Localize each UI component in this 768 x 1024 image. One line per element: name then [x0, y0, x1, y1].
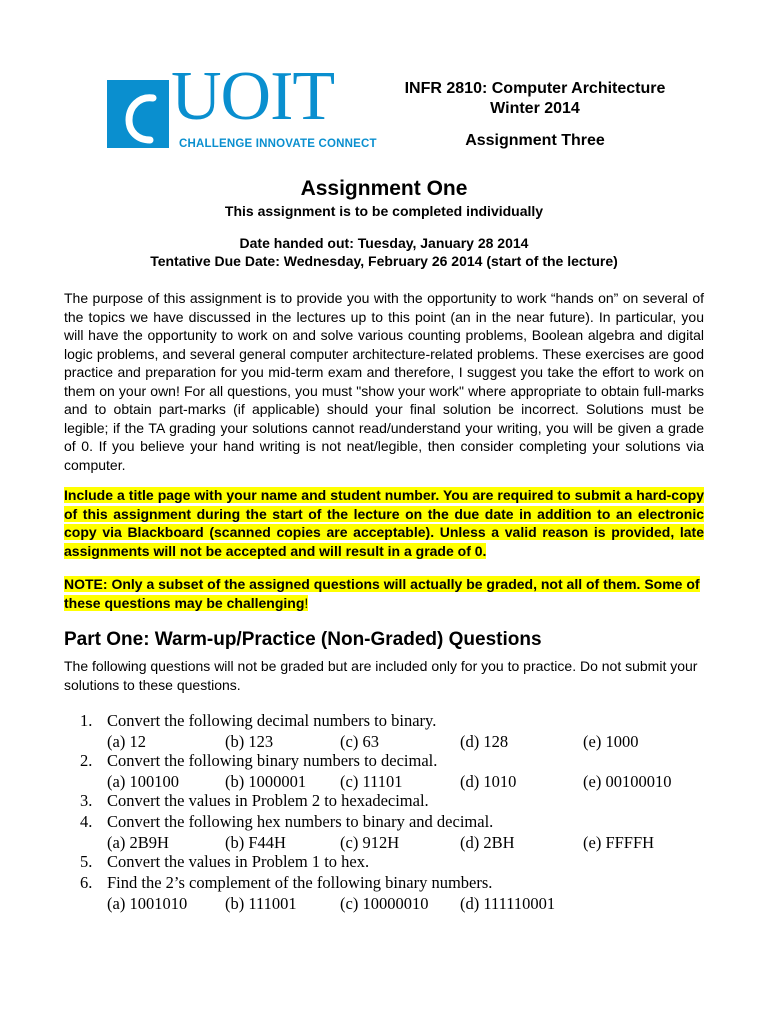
- question-number: 2.: [80, 751, 93, 770]
- date-handed-out: Date handed out: Tuesday, January 28 2014: [239, 235, 529, 251]
- option-e: (e) FFFFH: [583, 833, 655, 852]
- question-number: 4.: [80, 812, 93, 831]
- option-c: (c) 10000010: [340, 894, 429, 913]
- option-c: (c) 63: [340, 732, 379, 751]
- option-a: (a) 1001010: [107, 894, 188, 913]
- dates-block: [0, 234, 768, 270]
- option-e: (e) 1000: [583, 732, 639, 751]
- instructions-highlight: Include a title page with your name and student number. You are required to submit a hard-copy of this assignment during the start of the lecture on the due date in addition to an electronic copy via Blackboard (scanned copies are acceptable). Unless a valid reason is provided, late assignments will not be accepted and will result in a grade of 0.: [64, 487, 704, 559]
- uoit-shield-icon: [107, 80, 169, 148]
- assignment-label: Assignment Three: [465, 132, 605, 149]
- submission-instructions: [64, 486, 704, 560]
- question-2: [80, 751, 720, 772]
- question-4: [80, 812, 720, 833]
- document-title: Assignment One: [300, 177, 468, 200]
- question-1: [80, 711, 720, 732]
- option-c: (c) 11101: [340, 772, 403, 791]
- question-4-options: [80, 833, 720, 852]
- option-b: (b) 111001: [225, 894, 297, 913]
- option-d: (d) 2BH: [460, 833, 515, 852]
- title-block: [0, 176, 768, 270]
- part-one-heading: Part One: Warm-up/Practice (Non-Graded) Questions: [64, 629, 542, 650]
- question-text: Convert the values in Problem 2 to hexadecimal.: [107, 791, 429, 810]
- option-c: (c) 912H: [340, 833, 400, 852]
- option-d: (d) 128: [460, 732, 509, 751]
- question-text: Convert the following decimal numbers to binary.: [107, 711, 437, 730]
- option-b: (b) 123: [225, 732, 274, 751]
- document-subtitle: This assignment is to be completed individually: [224, 203, 544, 219]
- option-e: (e) 00100010: [583, 772, 672, 791]
- question-6: [80, 873, 720, 894]
- due-date: Tentative Due Date: Wednesday, February 26 2014 (start of the lecture): [150, 253, 618, 269]
- option-a: (a) 100100: [107, 772, 179, 791]
- question-text: Convert the following binary numbers to decimal.: [107, 751, 438, 770]
- uoit-logo: [107, 58, 377, 156]
- question-number: 5.: [80, 852, 93, 871]
- logo-tagline: CHALLENGE INNOVATE CONNECT: [179, 138, 377, 150]
- question-number: 6.: [80, 873, 93, 892]
- note-tail: !: [304, 594, 309, 611]
- option-b: (b) F44H: [225, 833, 286, 852]
- question-2-options: [80, 772, 720, 791]
- question-text: Convert the following hex numbers to binary and decimal.: [107, 812, 494, 831]
- part-one-intro: The following questions will not be graded but are included only for you to practice. Do not submit your solutions to these questions.: [64, 658, 698, 693]
- option-d: (d) 111110001: [460, 894, 556, 913]
- question-5: [80, 852, 720, 873]
- question-text: Convert the values in Problem 1 to hex.: [107, 852, 370, 871]
- question-3: [80, 791, 720, 812]
- course-header: [384, 79, 686, 151]
- question-number: 1.: [80, 711, 93, 730]
- option-b: (b) 1000001: [225, 772, 307, 791]
- grading-note: [64, 575, 704, 612]
- option-a: (a) 2B9H: [107, 833, 169, 852]
- question-text: Find the 2’s complement of the following binary numbers.: [107, 873, 493, 892]
- option-d: (d) 1010: [460, 772, 517, 791]
- question-1-options: [80, 732, 720, 751]
- question-6-options: [80, 894, 720, 913]
- question-list: [80, 711, 720, 913]
- logo-wordmark: UOIT: [171, 58, 335, 135]
- option-a: (a) 12: [107, 732, 146, 751]
- course-term: Winter 2014: [490, 100, 580, 117]
- question-number: 3.: [80, 791, 93, 810]
- intro-paragraph: The purpose of this assignment is to provide you with the opportunity to work “hands on” on several of the topics we have discussed in the lectures up to this point (an in the near future). In particular, you will have the opportunity to work on and solve various counting problems, Boolean algebra and digital logic problems, and several general computer architecture-related problems. These exercises are good practice and preparation for you mid-term exam and therefore, I suggest you take the effort to work on them on your own! For all questions, you must "show your work" where appropriate to obtain full-marks and to obtain part-marks (if applicable) should your final solution be incorrect. Solutions must be legible; if the TA grading your solutions cannot read/understand your writing, you will be given a grade of 0. If you believe your hand writing is not neat/legible, then consider completing your solutions via computer.: [64, 290, 704, 473]
- note-highlight: NOTE: Only a subset of the assigned questions will actually be graded, not all of them. Some of these questions may be challenging: [64, 576, 700, 611]
- course-title: INFR 2810: Computer Architecture: [404, 80, 666, 97]
